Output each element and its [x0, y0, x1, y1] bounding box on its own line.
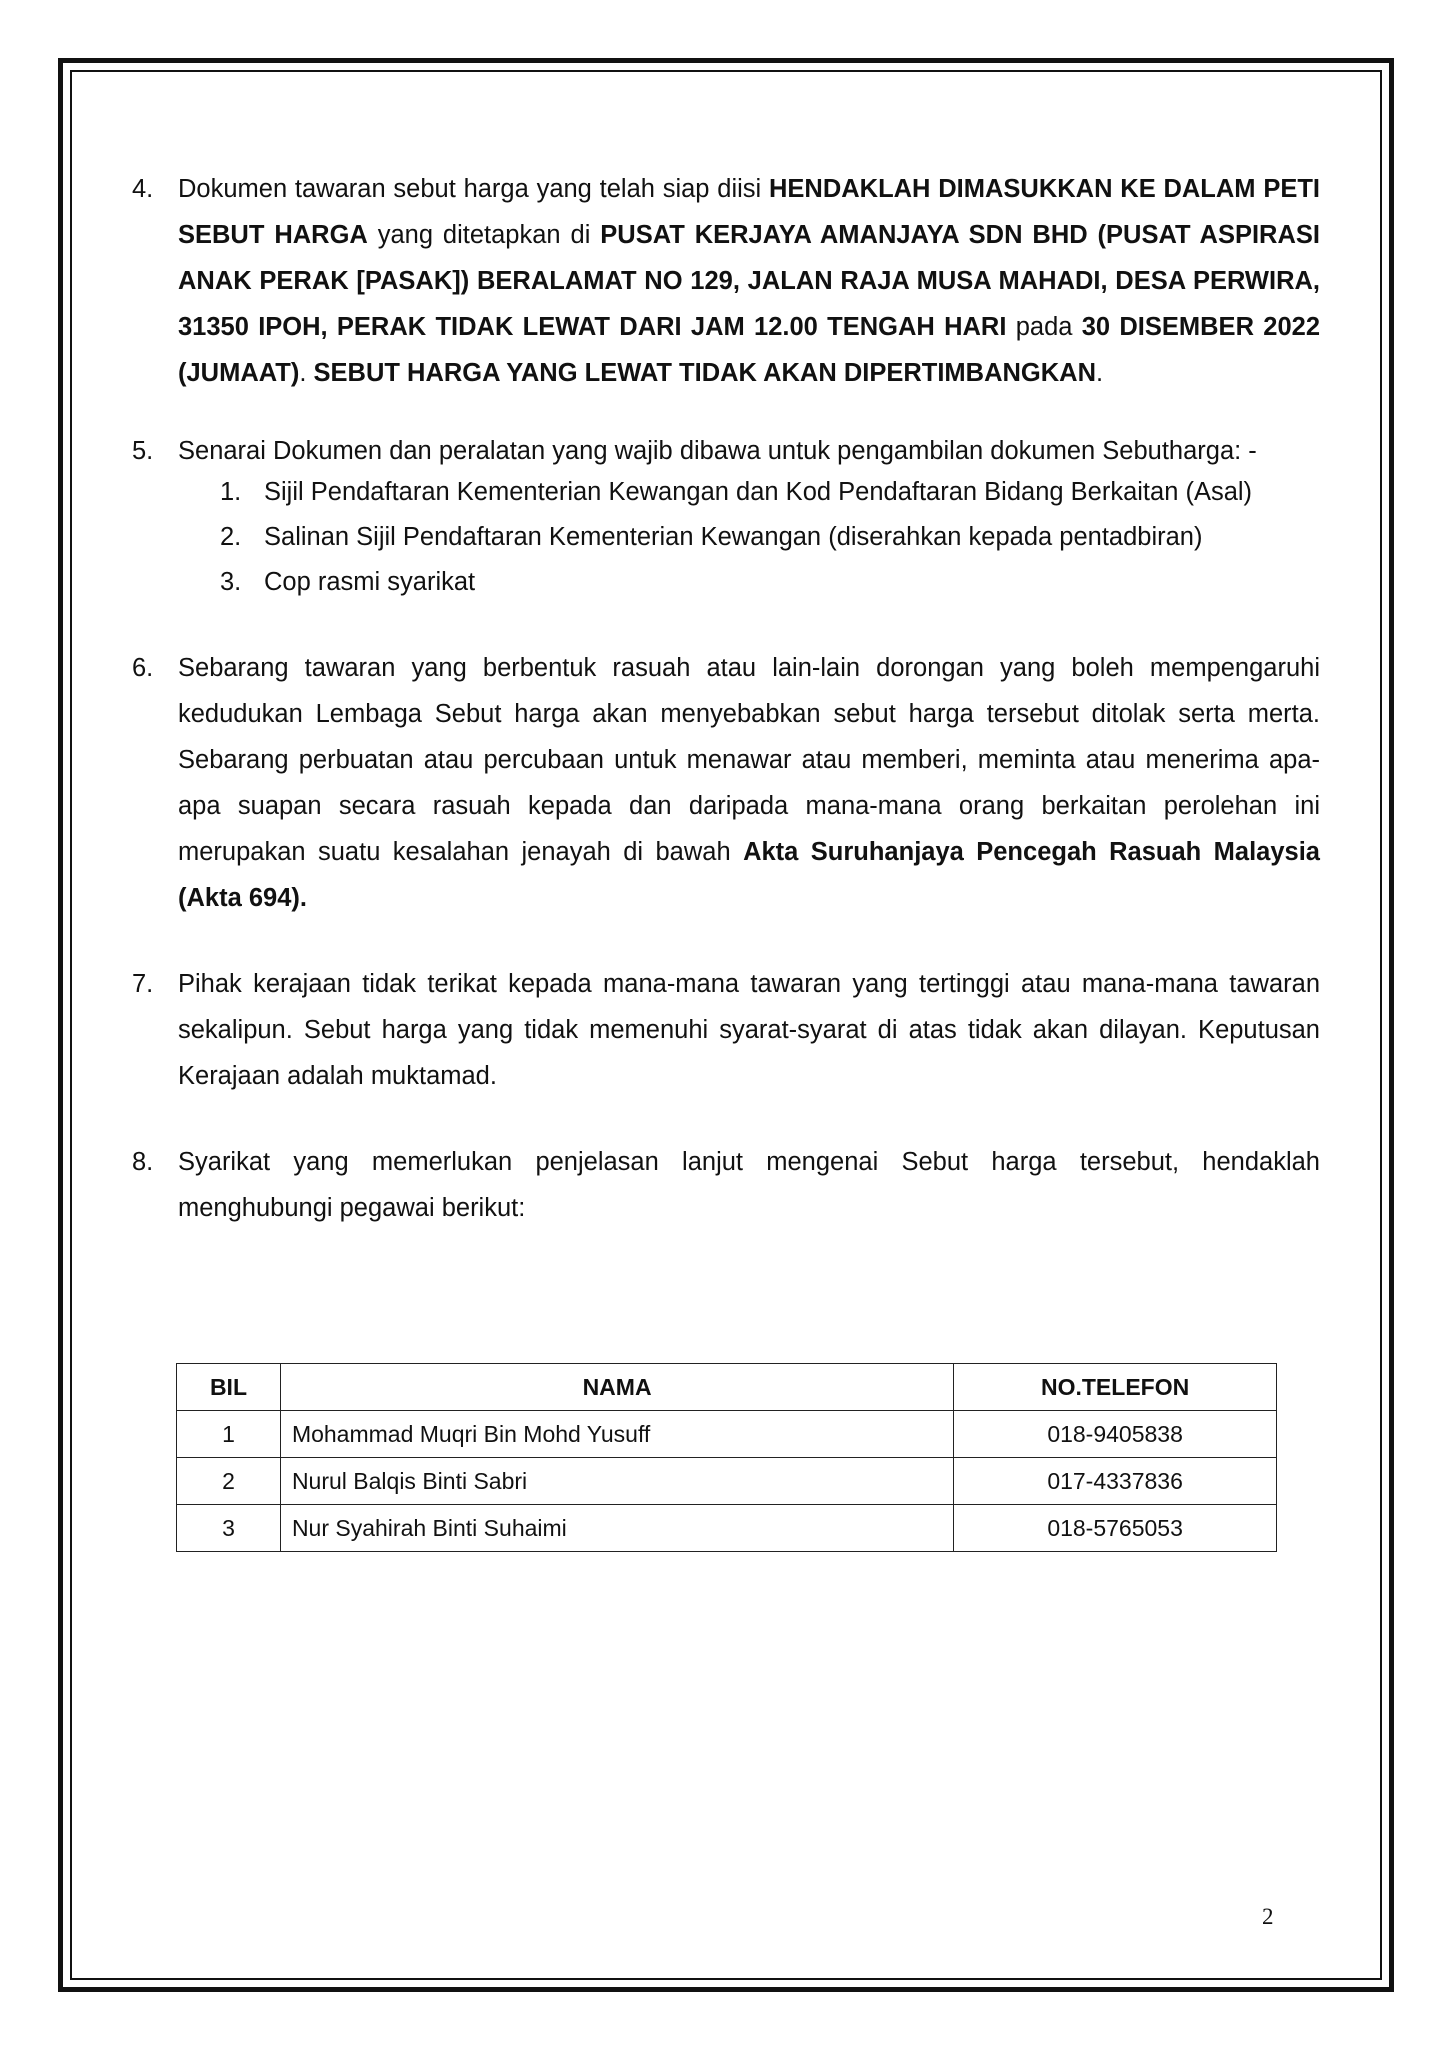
required-documents-list [132, 470, 1320, 605]
list-item [132, 470, 1320, 515]
clause-7 [132, 961, 1320, 1099]
page-number: 2 [1262, 1904, 1274, 1929]
table-header-row [177, 1364, 1277, 1411]
cell-telefon: 018-5765053 [954, 1505, 1277, 1552]
clause-number: 6. [132, 654, 154, 682]
cell-telefon: 017-4337836 [954, 1458, 1277, 1505]
clause-6-text [178, 645, 1320, 921]
clause-4-seg-0: Dokumen tawaran sebut harga yang telah siap diisi [178, 175, 769, 203]
clause-4-seg-2: yang ditetapkan di [367, 221, 601, 249]
clause-4-seg-4: pada [1006, 313, 1082, 341]
cell-nama: Nurul Balqis Binti Sabri [280, 1458, 953, 1505]
clause-6-seg-1: Akta Suruhanjaya Pencegah Rasuah Malaysia (Akta 694). [178, 838, 1320, 912]
list-item-text: Sijil Pendaftaran Kementerian Kewangan dan Kod Pendaftaran Bidang Berkaitan (Asal) [264, 478, 1253, 506]
clause-8 [132, 1139, 1320, 1231]
header-telefon: NO.TELEFON [954, 1364, 1277, 1411]
clause-5 [132, 428, 1320, 474]
document-body [132, 166, 1320, 1231]
clause-4-seg-8: . [1096, 359, 1104, 387]
contact-table [176, 1363, 1277, 1552]
clause-6 [132, 645, 1320, 921]
cell-nama: Nur Syahirah Binti Suhaimi [280, 1505, 953, 1552]
list-item [132, 515, 1320, 560]
header-bil: BIL [177, 1364, 281, 1411]
clause-8-text: Syarikat yang memerlukan penjelasan lanjut mengenai Sebut harga tersebut, hendaklah menghubungi pegawai berikut: [178, 1148, 1320, 1222]
list-item-number: 3. [220, 568, 242, 596]
list-item [132, 560, 1320, 605]
header-nama: NAMA [280, 1364, 953, 1411]
cell-bil: 3 [177, 1505, 281, 1552]
clause-5-text: Senarai Dokumen dan peralatan yang wajib dibawa untuk pengambilan dokumen Sebutharga: - [178, 437, 1257, 465]
list-item-text: Salinan Sijil Pendaftaran Kementerian Kewangan (diserahkan kepada pentadbiran) [264, 523, 1203, 551]
cell-telefon: 018-9405838 [954, 1411, 1277, 1458]
clause-4-seg-6: . [299, 359, 314, 387]
clause-7-text: Pihak kerajaan tidak terikat kepada mana-mana tawaran yang tertinggi atau mana-mana tawaran sekalipun. Sebut harga yang tidak memenuhi syarat-syarat di atas tidak akan dilayan. Keputusan Kerajaan adalah muktamad. [178, 970, 1320, 1090]
list-item-number: 2. [220, 523, 242, 551]
clause-4-text [178, 166, 1320, 396]
list-item-number: 1. [220, 478, 242, 506]
clause-4-seg-1: HENDAKLAH DIMASUKKAN KE DALAM PETI SEBUT HARGA [178, 175, 1320, 249]
clause-number: 8. [132, 1148, 154, 1176]
cell-nama: Mohammad Muqri Bin Mohd Yusuff [280, 1411, 953, 1458]
cell-bil: 1 [177, 1411, 281, 1458]
table-row [177, 1505, 1277, 1552]
clause-4-seg-7: SEBUT HARGA YANG LEWAT TIDAK AKAN DIPERTIMBANGKAN [313, 359, 1096, 387]
clause-4-seg-5: 30 DISEMBER 2022 (JUMAAT) [178, 313, 1320, 387]
clause-number: 4. [132, 175, 154, 203]
clause-6-seg-0: Sebarang tawaran yang berbentuk rasuah atau lain-lain dorongan yang boleh mempengaruhi kedudukan Lembaga Sebut harga akan menyebabkan sebut harga tersebut ditolak serta merta. Sebarang perbuatan atau percubaan untuk menawar atau memberi, meminta atau menerima apa-apa suapan secara rasuah kepada dan daripada mana-mana orang berkaitan perolehan ini merupakan suatu kesalahan jenayah di bawah [178, 654, 1320, 866]
clause-4 [132, 166, 1320, 396]
clause-4-seg-3: PUSAT KERJAYA AMANJAYA SDN BHD (PUSAT ASPIRASI ANAK PERAK [PASAK]) BERALAMAT NO 129, JALAN RAJA MUSA MAHADI, DESA PERWIRA, 31350 IPOH, PERAK TIDAK LEWAT DARI JAM 12.00 TENGAH HARI [178, 221, 1320, 341]
clause-number: 5. [132, 437, 154, 465]
list-item-text: Cop rasmi syarikat [264, 568, 476, 596]
cell-bil: 2 [177, 1458, 281, 1505]
clause-number: 7. [132, 970, 154, 998]
table-row [177, 1411, 1277, 1458]
table-row [177, 1458, 1277, 1505]
